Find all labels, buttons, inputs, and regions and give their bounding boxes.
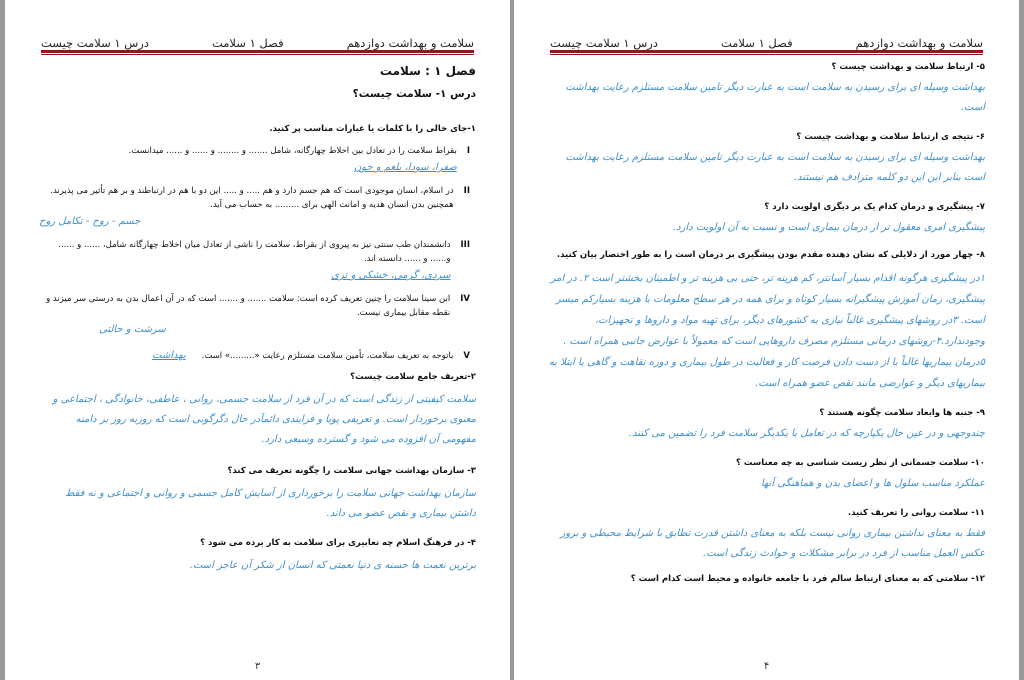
header-rule-thin [550, 54, 983, 55]
list-item [39, 292, 470, 340]
item-number: V [463, 351, 470, 361]
question: ۱۰- سلامت جسمانی از نظر زیست شناسی به چه معناست ؟ [736, 458, 985, 468]
qa-item [548, 572, 985, 586]
item-answer: سرشت و حالتی [99, 324, 166, 335]
header-book: سلامت و بهداشت دوازدهم [346, 36, 474, 50]
answer: فقط به معنای نداشتن بیماری روانی نیست بلکه به معنای داشتن قدرت تطابق با شرایط محیطی و بروز عکس العمل مناسب از فرد در برابر مشکلات و حوادث زندگی است. [560, 528, 985, 559]
answer: چندوجهی و در عین حال یکپارچه که در تعامل با یکدیگر سلامت فرد را تضمین می کنند. [628, 428, 985, 439]
item-number: I [466, 146, 470, 156]
header-rule [550, 50, 983, 53]
item-answer: صفرا، سودا، بلغم و خون [353, 162, 457, 173]
answer: پیشگیری امری معقول تر از درمان بیماری است و نسبت به آن اولویت دارد. [672, 222, 985, 233]
item-answer: سردی، گرمی، خشکی و تری [331, 270, 451, 281]
page-header [41, 30, 474, 50]
item-question: بقراط سلامت را در تعادل بین اخلاط چهارگانه، شامل ....... و ........ و ...... و ...... میدانست. [128, 146, 457, 156]
qa-item [548, 456, 985, 494]
item-number: II [463, 186, 470, 196]
answer-4: برترین نعمت ها حسنه ی دنیا نعمتی که انسان از شکر آن عاجز است. [189, 560, 476, 571]
question-4: ۴- در فرهنگ اسلام چه تعابیری برای سلامت به کار برده می شود ؟ [200, 538, 476, 548]
question: ۸- چهار مورد از دلایلی که نشان دهنده مقدم بودن پیشگیری بر درمان است را به طور اختصار بیان کنید. [556, 250, 985, 260]
qa-item [548, 406, 985, 444]
header-rule-thin [41, 54, 474, 55]
list-item [39, 144, 470, 178]
item-number: IV [460, 294, 470, 304]
answer: عملکرد مناسب سلول ها و اعضای بدن و هماهنگی آنها [760, 478, 985, 489]
item-question: باتوجه به تعریف سلامت، تأمین سلامت مستلزم رعایت «.........» است. [201, 351, 454, 361]
answer: بهداشت وسیله ای برای رسیدن به سلامت است به عبارت دیگر تامین سلامت مستلزم رعایت بهداشت است بنابر این این دو کلمه مترادف هم نیستند. [565, 152, 985, 183]
question: ۹- جنبه ها وابعاد سلامت چگونه هستند ؟ [819, 408, 985, 418]
item-question: در اسلام، انسان موجودی است که هم جسم دارد و هم ..... و ..... این دو با هم در ارتباطند و بر هم تأثیر می پذیرند. همچنین بدن انسان هدیه و امانت الهی برای ......... به حساب می آید. [50, 186, 454, 210]
instruction: ۱-جای خالی را با کلمات یا عبارات مناسب پر کنید. [269, 124, 476, 134]
list-item [39, 184, 470, 232]
page-3 [5, 0, 510, 680]
page-content [548, 60, 985, 650]
question: ۱۲- سلامتی که به معنای ارتباط سالم فرد با جامعه خانواده و محیط است کدام است ؟ [630, 574, 985, 584]
question: ۱۱- سلامت روانی را تعریف کنید. [847, 508, 985, 518]
chapter-title: فصل ۱ : سلامت [379, 64, 476, 78]
fill-blank-list [39, 144, 476, 366]
header-chapter: فصل ۱ سلامت [211, 36, 284, 50]
qa-item [548, 506, 985, 564]
answer: ۱در پیشگیری هرگونه اقدام بسیار آسانتر، کم هزینه تر، حتی بی هزینه تر و اطمینان بخشتر است ۲. در امر پیشگیری، زمان آموزش پیشگیرانه بسیار کوتاه و برای همه در هر سطح معلومات با هزینه بسیارکم میسر است. ۳در روشهای پیشگیری غالباً نیازی به کشورهای دیگر، برای تهیه مواد و داروها و تجهیزات، وجودندارد.۴-روشهای درمانی مستلزم مصرف داروهایی است که معمولاً با عوارض جانبی همراه است . ۵درمان بیماریها غالباً با از دست دادن فرصت کار و فعالیت در طول بیماری و دوره نقاهت و گاهی با ابتلا به بیماریهای دیگر و عوارضی مانند نقص عضو همراه است. [548, 273, 985, 389]
header-chapter: فصل ۱ سلامت [720, 36, 793, 50]
header-rule [41, 50, 474, 53]
qa-item [548, 130, 985, 188]
qa-item [548, 200, 985, 238]
item-answer: جسم - روح - تکامل روح [39, 216, 141, 227]
item-answer: بهداشت [152, 350, 186, 361]
page-header [550, 30, 983, 50]
header-lesson: درس ۱ سلامت چیست [550, 36, 658, 50]
question: ۶- نتیجه ی ارتباط سلامت و بهداشت چیست ؟ [796, 132, 985, 142]
question: ۵- ارتباط سلامت و بهداشت چیست ؟ [831, 62, 985, 72]
page-number: ۴ [763, 661, 770, 672]
qa-item [548, 60, 985, 118]
qa-item [548, 248, 985, 394]
page-number: ۳ [254, 661, 261, 672]
list-item [39, 346, 470, 366]
answer-2: سلامت کیفیتی از زندگی است که در آن فرد از سلامت جسمی، روانی ، عاطفی، خانوادگی ، اجتماعی و معنوی برخوردار است. و تعریفی پویا و فرایندی دائماَدر حال دگرگونی است که روزبه روز بر دامنه مفهومی آن افزوده می شود و گسترده وسیعی دارد. [52, 394, 476, 445]
item-question: دانشمندان طب سنتی نیز به پیروی از بقراط، سلامت را ناشی از تعادل میان اخلاط چهارگانه شامل، ...... و ...... و...... و ...... دانسته اند. [58, 240, 451, 264]
item-number: III [460, 240, 470, 250]
answer-3: سازمان بهداشت جهانی سلامت را برخورداری از آسایش کامل جسمی و روانی و اجتماعی و نه فقط داشتن بیماری و نقص عضو می داند. [65, 488, 476, 519]
lesson-title: درس ۱- سلامت چیست؟ [352, 88, 476, 100]
page-content [39, 60, 476, 650]
answer: بهداشت وسیله ای برای رسیدن به سلامت است به عبارت دیگر تامین سلامت مستلزم رعایت بهداشت است. [565, 82, 985, 113]
question-3: ۳- سازمان بهداشت جهانی سلامت را چگونه تعریف می کند؟ [227, 466, 476, 476]
item-question: ابن سینا سلامت را چنین تعریف کرده است: سلامت ....... و ....... است که در آن اعمال بدن به درستی سر میزند و نقطه مقابل بیماری نیست. [46, 294, 451, 318]
question: ۷- پیشگیری و درمان کدام یک بر دیگری اولویت دارد ؟ [764, 202, 985, 212]
header-lesson: درس ۱ سلامت چیست [41, 36, 149, 50]
question-2: ۲-تعریف جامع سلامت چیست؟ [350, 372, 476, 382]
page-4 [514, 0, 1019, 680]
header-book: سلامت و بهداشت دوازدهم [855, 36, 983, 50]
list-item [39, 238, 470, 286]
